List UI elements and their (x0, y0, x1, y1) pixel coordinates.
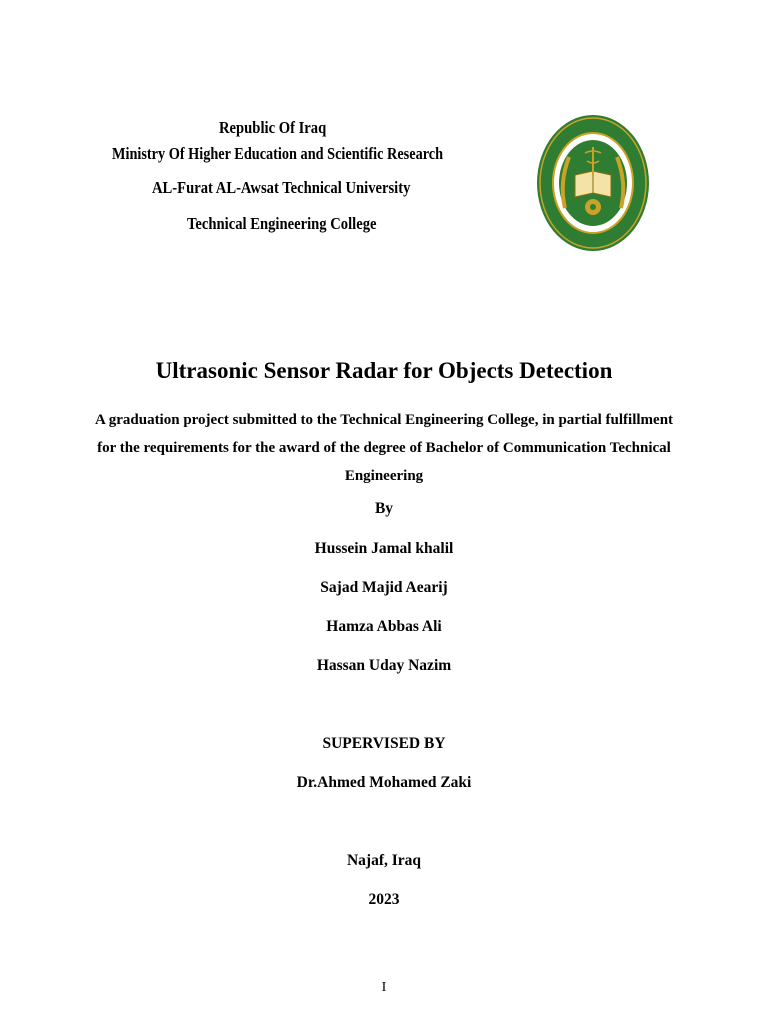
header-ministry: Ministry Of Higher Education and Scientific Research (112, 144, 444, 163)
location: Najaf, Iraq (346, 852, 422, 869)
supervisor-name: Dr.Ahmed Mohamed Zaki (296, 774, 472, 791)
supervised-label: SUPERVISED BY (322, 735, 446, 752)
author-name: Hassan Uday Nazim (316, 657, 452, 674)
page-number: I (381, 980, 387, 995)
university-seal-icon (535, 113, 651, 253)
author-name: Hussein Jamal khalil (314, 540, 454, 557)
project-description: A graduation project submitted to the Technical Engineering College, in partial fulfillment for the requirements for the award of the degree of Bachelor of Communication Technical Engineering (94, 412, 674, 484)
header-university: AL-Furat AL-Awsat Technical University (152, 178, 411, 197)
by-label: By (374, 500, 394, 517)
document-title: Ultrasonic Sensor Radar for Objects Detection (155, 358, 613, 383)
header-country: Republic Of Iraq (219, 118, 327, 137)
author-name: Hamza Abbas Ali (326, 618, 442, 635)
header-college: Technical Engineering College (187, 214, 377, 233)
author-name: Sajad Majid Aearij (320, 579, 448, 596)
year: 2023 (368, 891, 400, 908)
